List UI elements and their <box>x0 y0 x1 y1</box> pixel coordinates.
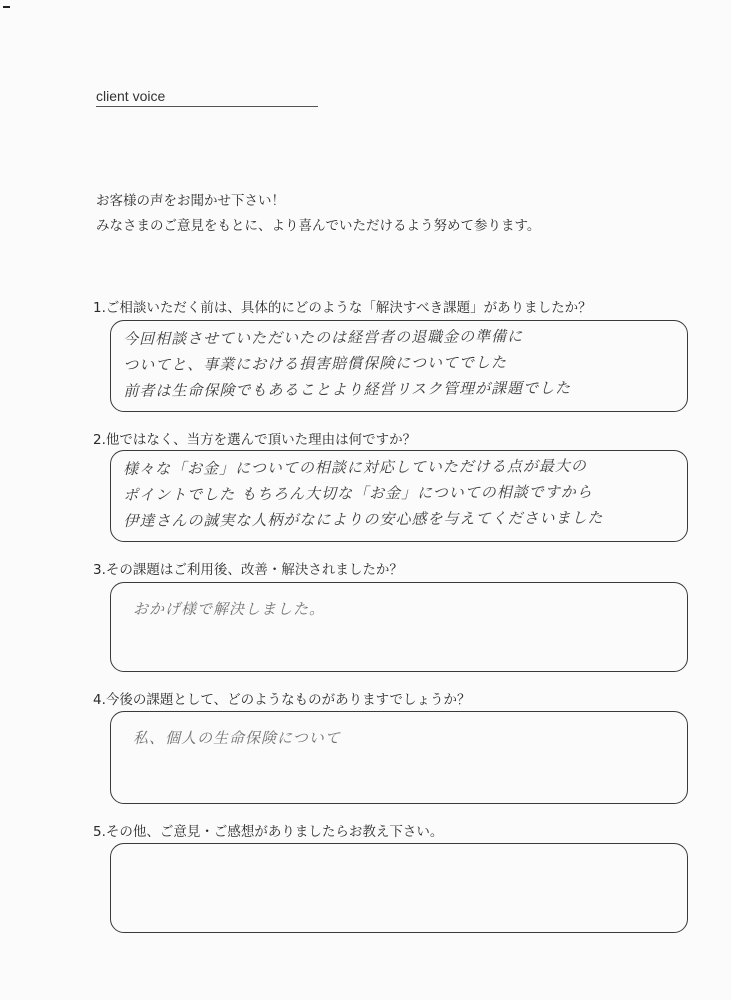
answer-box-4 <box>110 711 688 804</box>
answer-2-line-3: 伊達さんの誠実な人柄がなによりの安心感を与えてくださいました <box>123 508 604 530</box>
answer-box-5 <box>110 843 688 933</box>
question-5: 5.その他、ご意見・ご感想がありましたらお教え下さい。 <box>93 824 444 840</box>
section-label: client voice <box>96 88 166 104</box>
question-1: 1.ご相談いただく前は、具体的にどのような「解決すべき課題」がありましたか？ <box>93 300 592 316</box>
answer-box-2 <box>110 450 688 542</box>
question-4: 4.今後の課題として、どのようなものがありますでしょうか？ <box>93 692 471 708</box>
intro-line-1: お客様の声をお聞かせ下さい！ <box>96 193 285 209</box>
answer-3-text: おかげ様で解決しました。 <box>133 600 326 618</box>
intro-text <box>96 189 540 239</box>
answer-2-line-2: ポイントでした もちろん大切な「お金」についての相談ですから <box>123 482 593 504</box>
answer-box-3 <box>110 582 688 672</box>
answer-1-text <box>123 323 571 404</box>
answer-1-line-3: 前者は生命保険でもあることより経営リスク管理が課題でした <box>123 378 572 400</box>
answer-4-text: 私、個人の生命保険について <box>133 729 341 747</box>
question-3: 3.その課題はご利用後、改善・解決されましたか？ <box>93 562 403 578</box>
answer-1-line-1: 今回相談させていただいたのは経営者の退職金の準備に <box>123 327 524 348</box>
answer-2-text <box>123 453 604 534</box>
answer-box-1 <box>110 320 688 412</box>
intro-line-2: みなさまのご意見をもとに、より喜んでいただけるよう努めて参ります。 <box>96 218 541 234</box>
question-2: 2.他ではなく、当方を選んで頂いた理由は何ですか？ <box>93 432 417 448</box>
header-underline <box>96 106 318 107</box>
answer-1-line-2: ついてと、事業における損害賠償保険についてでした <box>123 353 508 374</box>
answer-2-line-1: 様々な「お金」についての相談に対応していただける点が最大の <box>123 456 587 478</box>
corner-mark <box>3 6 10 8</box>
